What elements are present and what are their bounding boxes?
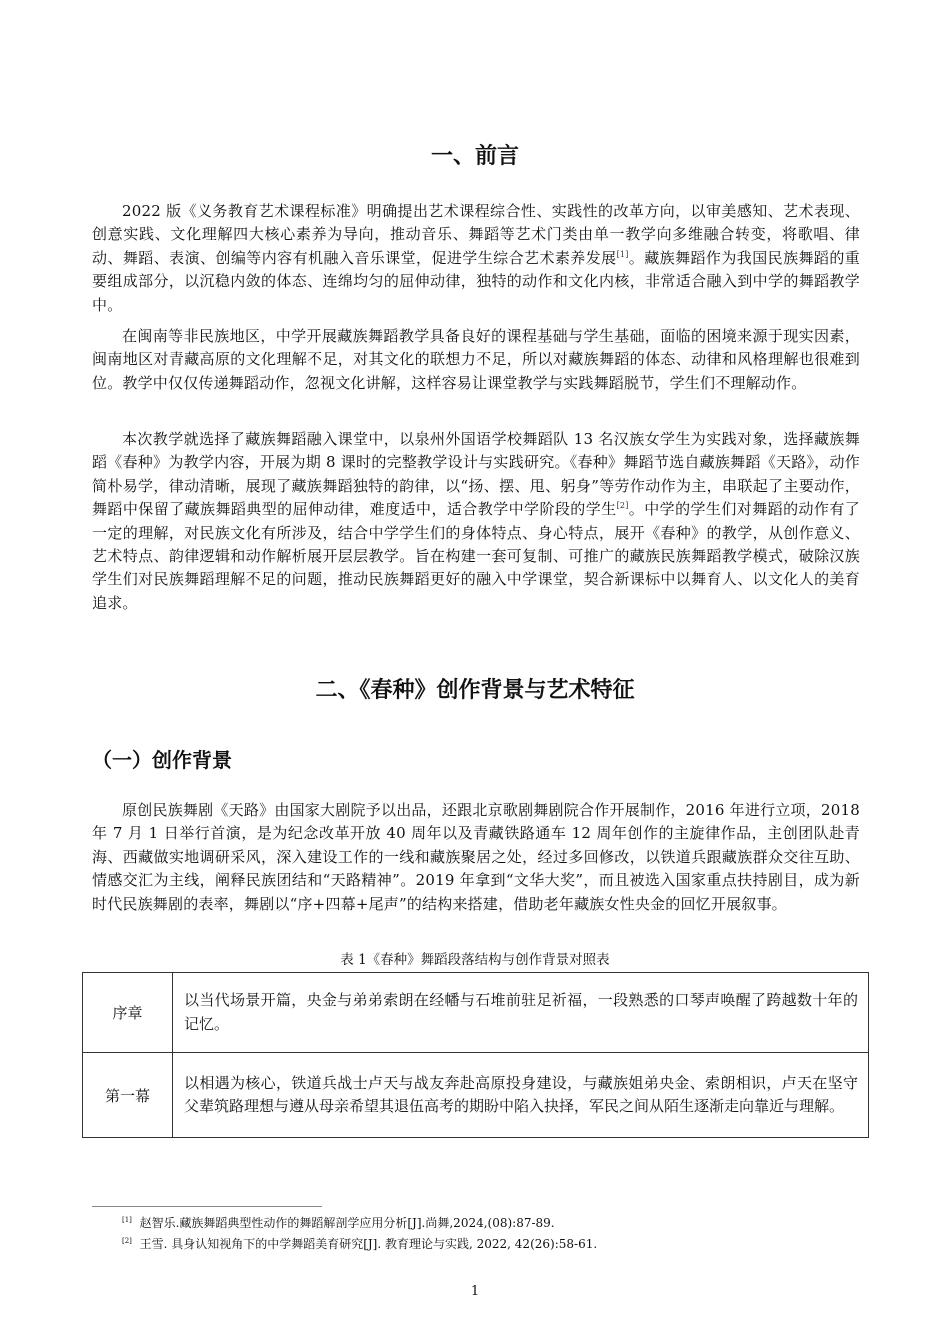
section-1-paragraph-3	[92, 428, 860, 615]
footnote-divider	[92, 1206, 322, 1207]
section-1-title: 一、前言	[430, 144, 519, 169]
section-1-paragraph-1	[92, 200, 860, 317]
paragraph-text: 2022 版《义务教育艺术课程标准》明确提出艺术课程综合性、实践性的改革方向，以审美感知、艺术表现、创意实践、文化理解四大核心素养为导向，推动音乐、舞蹈等艺术门类由单一教学向多维融合转变，将歌唱、律动、舞蹈、表演、创编等内容有机融入音乐课堂，促进学生综合艺术素养发展	[92, 202, 860, 267]
footnote-text: 赵智乐.藏族舞蹈典型性动作的舞蹈解剖学应用分析[J].尚舞,2024,(08):87-89.	[139, 1216, 555, 1230]
footnote-1	[122, 1215, 555, 1231]
section-2-paragraph-1: 原创民族舞剧《天路》由国家大剧院予以出品，还跟北京歌剧舞剧院合作开展制作，2016 年进行立项，2018 年 7 月 1 日举行首演，是为纪念改革开放 40 周年以及青藏铁路通车 12 周年创作的主旋律作品，主创团队赴青海、西藏做实地调研采风，深入建设工作的一线和藏族聚居之处，经过多回修改，以铁道兵跟藏族群众交往互助、情感交汇为主线，阐释民族团结和“天路精神”。2019 年拿到“文华大奖”，而且被选入国家重点扶持剧目，成为新时代民族舞剧的表率，舞剧以“序+四幕+尾声”的结构来搭建，借助老年藏族女性央金的回忆开展叙事。	[92, 801, 860, 913]
paragraph-text-tail: 。中学的学生们对舞蹈的动作有了一定的理解，对民族文化有所涉及，结合中学学生们的身体特点、身心特点，展开《春种》的教学，从创作意义、艺术特点、韵律逻辑和动作解析展开层层教学。旨在构建一套可复制、可推广的藏族民族舞蹈教学模式，破除汉族学生们对民族舞蹈理解不足的问题，推动民族舞蹈更好的融入中学课堂，契合新课标中以舞育人、以文化人的美育追求。	[92, 500, 860, 612]
comparison-table	[82, 972, 869, 1138]
footnote-ref-1[interactable]: [1]	[616, 249, 629, 259]
page-number: 1	[470, 1284, 480, 1299]
footnote-mark: [1]	[122, 1216, 132, 1224]
footnote-text: 王雪. 具身认知视角下的中学舞蹈美育研究[J]. 教育理论与实践, 2022, 42(26):58-61.	[139, 1237, 598, 1251]
subsection-title: （一）创作背景	[92, 748, 232, 772]
footnote-ref-2[interactable]: [2]	[616, 501, 629, 511]
table-row	[83, 1053, 869, 1138]
paragraph-text: 本次教学就选择了藏族舞蹈融入课堂中，以泉州外国语学校舞蹈队 13 名汉族女学生为实践对象，选择藏族舞蹈《春种》为教学内容，开展为期 8 课时的完整教学设计与实践研究。《春种》舞蹈节选自藏族舞蹈《天路》，动作简朴易学，律动清晰，展现了藏族舞蹈独特的韵律，以“扬、摆、甩、躬身”等劳作动作为主，串联起了主要动作，舞蹈中保留了藏族舞蹈典型的屈伸动律，难度适中，适合教学中学阶段的学生	[92, 430, 860, 519]
table-caption: 表 1《春种》舞蹈段落结构与创作背景对照表	[340, 952, 610, 968]
footnote-2	[122, 1236, 597, 1252]
section-2-title: 二、《春种》创作背景与艺术特征	[315, 678, 635, 703]
paragraph-text-tail: 。藏族舞蹈作为我国民族舞蹈的重要组成部分，以沉稳内敛的体态、连绵均匀的屈伸动律，独特的动作和文化内核，非常适合融入到中学的舞蹈教学中。	[92, 248, 860, 314]
table-row	[83, 973, 869, 1053]
section-1-paragraph-2: 在闽南等非民族地区，中学开展藏族舞蹈教学具备良好的课程基础与学生基础，面临的困境来源于现实因素，闽南地区对青藏高原的文化理解不足，对其文化的联想力不足，所以对藏族舞蹈的体态、动律和风格理解也很难到位。教学中仅仅传递舞蹈动作，忽视文化讲解，这样容易让课堂教学与实践舞蹈脱节，学生们不理解动作。	[92, 327, 860, 392]
table-cell-key: 第一幕	[83, 1053, 173, 1138]
table-cell-value: 以相遇为核心，铁道兵战士卢天与战友奔赴高原投身建设，与藏族姐弟央金、索朗相识，卢天在坚守父辈筑路理想与遵从母亲希望其退伍高考的期盼中陷入抉择，军民之间从陌生逐渐走向靠近与理解。	[173, 1053, 869, 1138]
table-cell-value: 以当代场景开篇，央金与弟弟索朗在经幡与石堆前驻足祈福，一段熟悉的口琴声唤醒了跨越数十年的记忆。	[173, 973, 869, 1053]
table-cell-key: 序章	[83, 973, 173, 1053]
footnote-mark: [2]	[122, 1237, 132, 1245]
